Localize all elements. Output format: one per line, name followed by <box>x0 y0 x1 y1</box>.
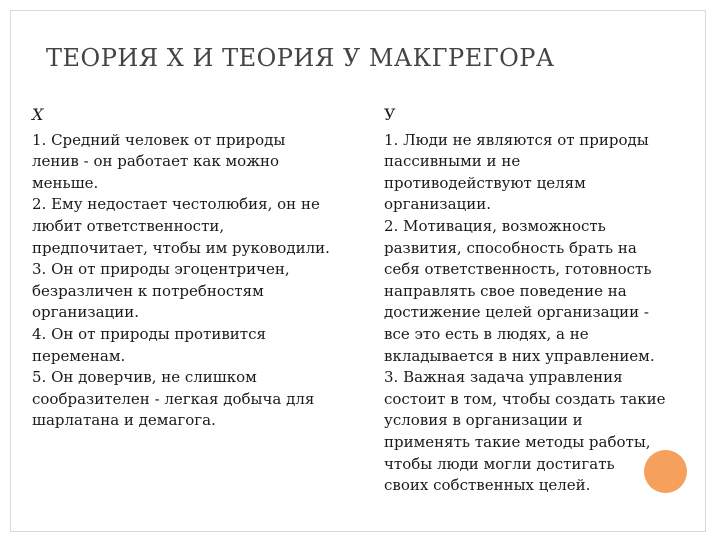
decorative-orange-circle <box>644 450 687 493</box>
theory-y-line: своих собственных целей. <box>384 476 591 495</box>
theory-y-line: применять такие методы работы, <box>384 432 651 451</box>
theory-y-line: все это есть в людях, а не <box>384 324 589 343</box>
theory-y-column <box>384 104 694 497</box>
theory-x-heading: X <box>32 105 44 124</box>
theory-y-line: 3. Важная задача управления <box>384 368 623 387</box>
theory-y-line: себя ответственность, готовность <box>384 260 652 279</box>
theory-y-heading: У <box>384 105 396 124</box>
theory-x-line: 2. Ему недостает честолюбия, он не <box>32 195 320 214</box>
theory-y-line: пассивными и не <box>384 152 521 171</box>
theory-y-line: состоит в том, чтобы создать такие <box>384 389 666 408</box>
theory-y-line: противодействуют целям <box>384 173 586 192</box>
theory-x-line: 1. Средний человек от природы <box>32 130 286 149</box>
theory-x-line: 4. Он от природы противится <box>32 324 266 343</box>
theory-x-line: безразличен к потребностям <box>32 281 264 300</box>
theory-y-line: организации. <box>384 195 491 214</box>
theory-x-line: организации. <box>32 303 139 322</box>
theory-x-line: сообразителен - легкая добыча для <box>32 389 315 408</box>
theory-y-line: развития, способность брать на <box>384 238 637 257</box>
theory-x-line: меньше. <box>32 173 99 192</box>
theory-y-line: достижение целей организации - <box>384 303 650 322</box>
theory-x-line: 5. Он доверчив, не слишком <box>32 368 257 387</box>
theory-x-line: 3. Он от природы эгоцентричен, <box>32 260 290 279</box>
theory-y-line: 2. Мотивация, возможность <box>384 216 606 235</box>
theory-x-line: предпочитает, чтобы им руководили. <box>32 238 330 257</box>
theory-x-line: переменам. <box>32 346 126 365</box>
theory-x-line: шарлатана и демагога. <box>32 411 216 430</box>
slide-title: ТЕОРИЯ X И ТЕОРИЯ У МАКГРЕГОРА <box>46 44 555 72</box>
theory-x-line: ленив - он работает как можно <box>32 152 280 171</box>
theory-y-line: вкладывается в них управлением. <box>384 346 655 365</box>
theory-x-column <box>32 104 362 432</box>
theory-y-line: 1. Люди не являются от природы <box>384 130 649 149</box>
theory-x-line: любит ответственности, <box>32 216 225 235</box>
theory-y-line: условия в организации и <box>384 411 583 430</box>
theory-y-line: направлять свое поведение на <box>384 281 627 300</box>
theory-y-line: чтобы люди могли достигать <box>384 454 615 473</box>
